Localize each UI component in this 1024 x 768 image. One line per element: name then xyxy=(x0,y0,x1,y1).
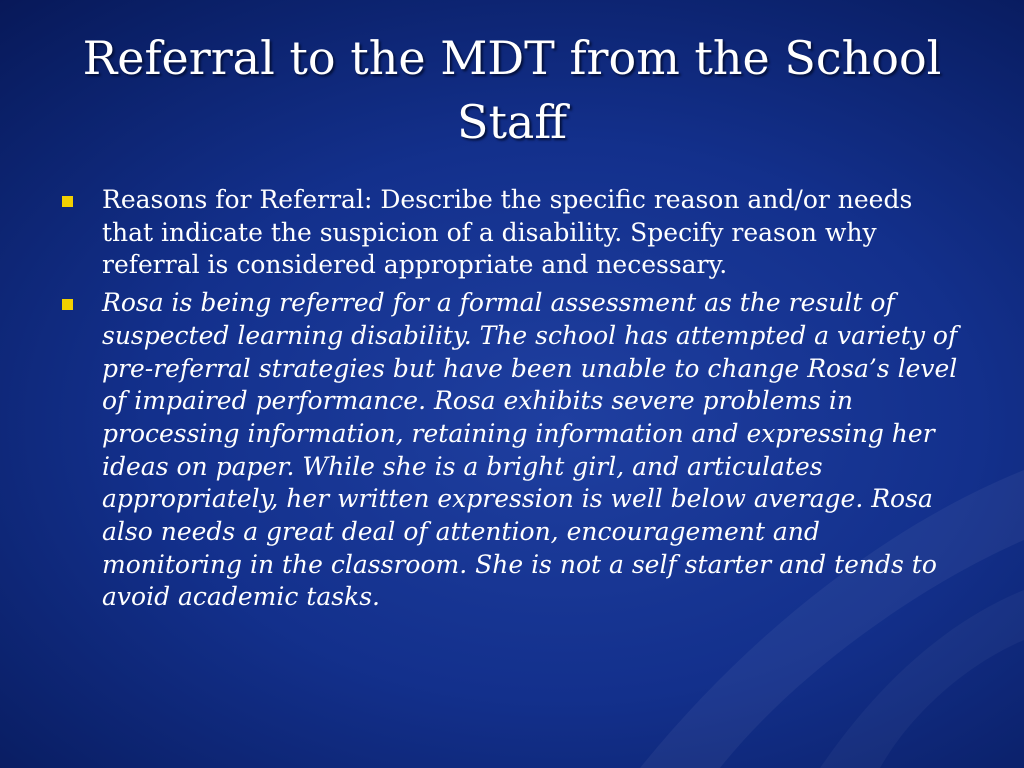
bullet-list xyxy=(62,184,962,619)
bullet-item-rosa-description xyxy=(62,287,962,614)
bullet-text: Rosa is being referred for a formal assessment as the result of suspected learning disability. The school has attempted a variety of pre-referral strategies but have been unable to change Rosa’s level of impaired performance. Rosa exhibits severe problems in processing information, retaining information and expressing her ideas on paper. While she is a bright girl, and articulates appropriately, her written expression is well below average. Rosa also needs a great deal of attention, encouragement and monitoring in the classroom. She is not a self starter and tends to avoid academic tasks. xyxy=(102,288,958,612)
bullet-text: Reasons for Referral: Describe the specific reason and/or needs that indicate the suspicion of a disability. Specify reason why referral is considered appropriate and necessary. xyxy=(102,185,913,280)
slide-title: Referral to the MDT from the School Staff xyxy=(82,31,942,149)
square-bullet-icon xyxy=(62,299,73,310)
square-bullet-icon xyxy=(62,196,73,207)
bullet-item-reasons xyxy=(62,184,962,282)
